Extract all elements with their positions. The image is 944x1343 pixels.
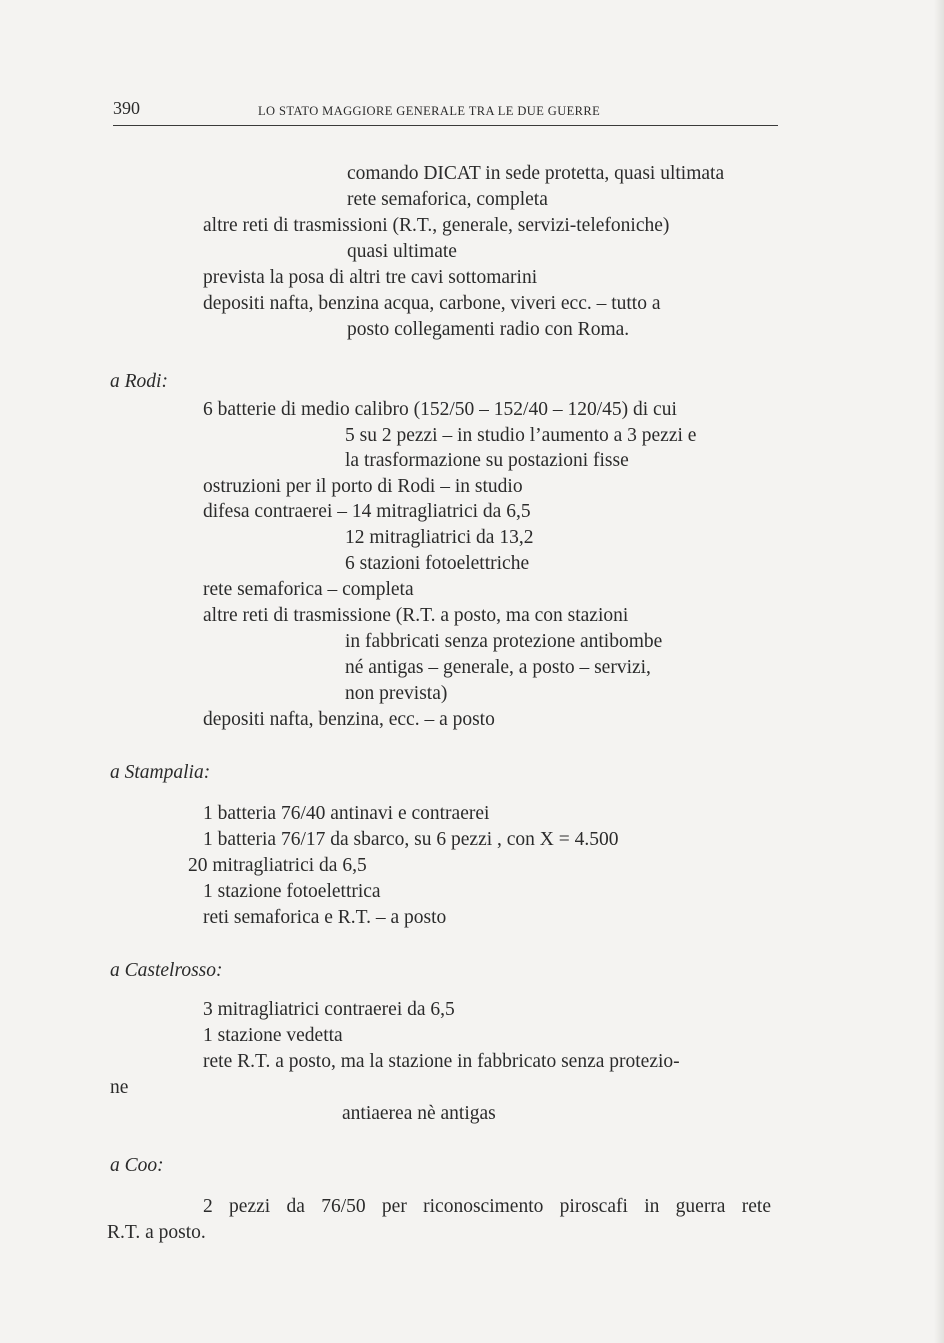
- text-line: ne: [110, 1077, 129, 1098]
- text-line: 20 mitragliatrici da 6,5: [188, 855, 367, 876]
- text-line: depositi nafta, benzina acqua, carbone, viveri ecc. – tutto a: [203, 293, 661, 314]
- running-header: [113, 98, 778, 125]
- page-number: 390: [113, 98, 140, 118]
- text-line: la trasformazione su postazioni fisse: [345, 450, 629, 471]
- text-line: difesa contraerei – 14 mitragliatrici da 6,5: [203, 501, 531, 522]
- page-edge-shadow: [934, 0, 944, 1343]
- text-line: né antigas – generale, a posto – servizi,: [345, 657, 651, 678]
- text-line: 1 batteria 76/40 antinavi e contraerei: [203, 803, 490, 824]
- text-line: 6 batterie di medio calibro (152/50 – 152/40 – 120/45) di cui: [203, 399, 677, 420]
- text-line: altre reti di trasmissione (R.T. a posto, ma con stazioni: [203, 605, 629, 626]
- text-line: 5 su 2 pezzi – in studio l’aumento a 3 pezzi e: [345, 425, 697, 446]
- text-line: comando DICAT in sede protetta, quasi ultimata: [347, 163, 725, 184]
- text-line: 1 stazione fotoelettrica: [203, 881, 381, 902]
- text-line: reti semaforica e R.T. – a posto: [203, 907, 447, 928]
- text-line: rete semaforica – completa: [203, 579, 414, 600]
- text-line: non prevista): [345, 683, 448, 704]
- section-heading-castelrosso: a Castelrosso:: [110, 960, 223, 981]
- text-line: depositi nafta, benzina, ecc. – a posto: [203, 709, 495, 730]
- section-heading-stampalia: a Stampalia:: [110, 762, 211, 783]
- text-line: rete semaforica, completa: [347, 189, 548, 210]
- text-line: 3 mitragliatrici contraerei da 6,5: [203, 999, 455, 1020]
- section-heading-rodi: a Rodi:: [110, 371, 168, 392]
- text-line: 6 stazioni fotoelettriche: [345, 553, 530, 574]
- text-line: 1 batteria 76/17 da sbarco, su 6 pezzi , con X = 4.500: [203, 829, 619, 850]
- text-line: posto collegamenti radio con Roma.: [347, 319, 630, 340]
- text-line: rete R.T. a posto, ma la stazione in fabbricato senza protezio-: [203, 1051, 680, 1072]
- text-line: in fabbricati senza protezione antibombe: [345, 631, 663, 652]
- text-line: 1 stazione vedetta: [203, 1025, 343, 1046]
- text-line: antiaerea nè antigas: [342, 1103, 496, 1124]
- section-heading-coo: a Coo:: [110, 1155, 164, 1176]
- text-line: 2 pezzi da 76/50 per riconoscimento piroscafi in guerra rete: [203, 1196, 771, 1217]
- text-line: altre reti di trasmissioni (R.T., generale, servizi-telefoniche): [203, 215, 670, 236]
- text-line: prevista la posa di altri tre cavi sottomarini: [203, 267, 538, 288]
- running-title: LO STATO MAGGIORE GENERALE TRA LE DUE GUERRE: [258, 104, 601, 118]
- text-line: R.T. a posto.: [107, 1222, 206, 1243]
- header-rule: [113, 125, 778, 126]
- text-line: ostruzioni per il porto di Rodi – in studio: [203, 476, 523, 497]
- text-line: 12 mitragliatrici da 13,2: [345, 527, 534, 548]
- text-line: quasi ultimate: [347, 241, 457, 262]
